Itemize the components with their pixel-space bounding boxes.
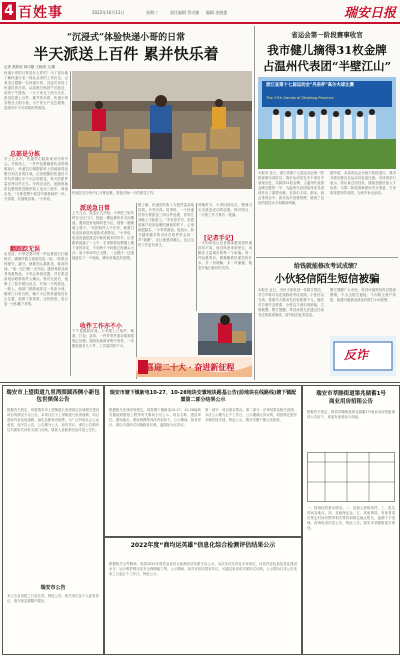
lead-sub4: 收件工作亦不小 xyxy=(80,323,123,330)
top-rule xyxy=(0,22,400,24)
sports-headline-2: 占温州代表团“半壁江山” xyxy=(262,59,392,73)
notice-center-title: 2022年度“商均运英雄”信息化综合检测评估结果公示 xyxy=(130,542,276,549)
sports-kicker: 省运会第一阶段赛事收官 xyxy=(291,31,363,39)
anti-fraud-graphic xyxy=(330,336,396,376)
masthead xyxy=(0,0,400,22)
lead-body-col3: 据了解，快递员的收入与派件量直接挂钩，多劳多得。旺季时，一个快递员每天要派送三四百件包裹，常常忙到晚上才能收工。“辛苦是辛苦，但看到客户收到包裹时满意的样子，心里就很踏实。”小李笑着说。他表示，如今越来越多的市民在收件时会说一声“谢谢”，这让他感到暖心，也让这份工作更有意义。 xyxy=(138,203,194,247)
issue-weekday: 星期三 xyxy=(146,10,158,15)
issue-date: 2022年10月12日 xyxy=(92,10,125,15)
notice-2-box: 瑞安市塘下镇新电10-27、10-28地块安置地块路基公告(前地块在线路线)塘下镇配置第二部分结果公示 根据相关法律法规规定，现将塘下镇新电10-27、10-28地块安置地块路基工程等有关事项予以公示。项目名称、建设单位、建设地点、建设规模等具体内容如下。公示期间，如有异议，请以书面形式向镇政府反映，逾期视为无异议。 第一部分：项目基本情况。第二部分：评审结果及相关说明。本次公示期为五个工作日，公示期满无异议的，将按规定程序办理后续手续。特此公示。瑞安市塘下镇人民政府。 xyxy=(104,385,302,537)
notice-1-box: 瑞安市上望街道九里湾围圆西侧小新包包世殡保公告 根据有关规定，现将瑞安市上望街道九里湾周边区域相关建设项目的情况予以公告。本项目位于上望街道九里湾西侧，项目建设内容包括道路、绿化及配套设施等。为广泛听取社会公众意见，现予以公告，公告期为七天。如有异议，请在公告期内以书面形式向有关部门反映。联系人及联系电话详见公告栏。 瑞安市公告 本公告自登报之日起生效，特此公告。相关单位及个人如有异议，请在规定期限内提出。 xyxy=(2,385,104,655)
sports-photo-subtitle: The 17th Games of Zhejiang Province xyxy=(266,96,334,100)
sms-kicker: 给钱就能修改考试成绩？ xyxy=(293,263,360,270)
lead-body-sort: 早上七点半，快递员们陆续来到分拣中心。分拣线上，一件件包裹顺着传送带缓缓前行，快递员们根据面单上的地址将包裹分到各自的区域。记者跟随的快递员小李负责城区多个小区的派送，每天的派件量在两百件左右。分拣完成后，他熟练地将包裹按派送顺序装上电动三轮车，准备出发。“分拣是整个派送中最基础的一环，分得准，后面就省事。”小李说。 xyxy=(4,157,68,201)
page-number: 4 xyxy=(2,2,16,20)
sports-photo-title: 浙江省第十七届运动会"丹泉杯"高尔夫球比赛 xyxy=(266,83,354,88)
lead-kicker: “沉浸式”体验快递小哥的日常 xyxy=(66,33,186,43)
sports-headline-1: 我市健儿摘得31枚金牌 xyxy=(267,43,387,57)
sms-body-2: 警方提醒广大市民，收到可疑短信时应提高警惕，不点击陌生链接，不向陌生账户转账，如遇可疑情况请及时拨打110报警。 xyxy=(330,288,396,302)
anti-fraud-label: 反诈 xyxy=(344,348,369,362)
sports-body-1: 本报讯 近日，浙江省第十七届运动会第一阶段赛事全部收官。我市运动员在多个项目中表现出色，共摘得31枚金牌，占温州代表团金牌总数的一半，为温州代表团取得优异成绩作出了重要贡献。在高尔夫球、游泳、射击等项目中，我市选手奋勇拼搏，展现了良好的竞技水平和精神风貌。 xyxy=(258,171,324,205)
sms-headline: 小伙轻信陌生短信被骗 xyxy=(274,273,380,285)
notice-center-box: 2022年度“商均运英雄”信息化综合检测评估结果公示 根据相关文件精神，现将2022年度信息化综合检测评估结果予以公示。本次评估共涉及多家单位，评估内容包括信息化建设水平、运行维护情况及安全保障能力等。公示期间，如对评估结果有异议，可通过电话或书面形式反映。公示期为自本公告发布之日起五个工作日。特此公示。 xyxy=(104,537,302,655)
lead-body-col4: 傍晚时分，小李回到站点，整理当天未派送成功的包裹，核对账目，一天的工作才算告一段落。 xyxy=(198,203,252,217)
notice-5-title: 瑞安市公告 xyxy=(40,585,66,591)
lead-sub3: 派送急日常 xyxy=(80,205,111,212)
lead-sub2: 翻跟踪无误 xyxy=(10,246,41,253)
lead-body-check: 出发前，小李还要对每一件包裹进行扫描核对，确保件数与系统信息一致。“如果出现错分、漏分，就要回头重新找，耽误时间。”他一边扫描一边介绍。遇到易碎品或者贵重物品，小李会单独放置，并在派送前电话联系收件人确认。核对无误后，他骑上三轮车驶出站点，开始一天的派送。一路上，他熟门熟路地穿过一条条小巷，哪家门口有台阶，哪个小区的快递柜在什么位置，他都了如指掌。这份熟悉，是日复一日积累下来的。 xyxy=(4,252,68,306)
commentary-title: [记者手记] xyxy=(204,235,234,242)
section-title: 百姓事 xyxy=(18,5,63,21)
notice-2-title: 瑞安市塘下镇新电10-27、10-28地块安置地块路基公告(前地块在线路线)塘下镇配置第二部分结果公示 xyxy=(109,390,297,403)
banner xyxy=(136,357,252,377)
banner-text: 喜迎二十大 · 奋进新征程 xyxy=(146,362,235,372)
notice-4-title: 瑞安市莘塍街道第兆储蓄1号 商业用房招租公告 xyxy=(316,391,386,405)
rental-table xyxy=(307,452,395,502)
lead-byline: 记者 蔡欣欣 林巧婕 王晓琪 文/图 xyxy=(4,65,56,69)
proof-editor: 编辑 金晓莲 xyxy=(206,10,228,15)
notice-4-box: 瑞安市莘塍街道第兆储蓄1号 商业用房招租公告 根据有关规定，现将莘塍街道第兆储蓄1号商业用房招租事项公告如下，欢迎有意者参与竞租。 一、招租标的基本情况。二、竞租人资格条件。三、报名时间及地点。四、竞租保证金。五、其他事项。有意者请在规定时间内携带相关材料到指定地点报名，逾期不予受理。咨询电话详见公告。特此公告。瑞安市莘塍街道办事处。 xyxy=(302,385,400,655)
lead-photo-caption: 快递员在分拣中心分拣包裹，准备开始一天的派送工作。 xyxy=(72,191,157,195)
sms-body-1: 本报讯 近日，市民小张收到一条陌生短信，对方声称可以花钱修改考试成绩。小张信以为真，按照对方要求先后转账数千元，随后对方便失去联系，小张这才意识到被骗，立即报警。警方提醒，考试成绩无法通过任何非正规渠道修改，请勿轻信此类信息。 xyxy=(258,288,324,317)
lead-body-delivery: 上午九点，派送正式开始。小李把三轮车停在小区门口，抱起一摞包裹快步走向楼道。遇到没有电梯的老小区，他要一趟趟爬上爬下。“有的收件人不在家，就要打电话协商放快递柜或者驿站。”小李说，电话沟通是派送中耗时最多的环节。记者跟着他跑了一上午，手里捧着包裹楼上楼下来回奔走，不到两个小时就已经满头大汗。而小李却早已习惯，一边擦汗一边继续赶往下一个地址，脚步丝毫没有放慢。 xyxy=(72,211,134,260)
responsible-editor: 责任编辑 蔡宗媚 xyxy=(170,10,200,15)
sports-photo xyxy=(258,77,396,169)
lead-headline: 半天派送上百件 累并快乐着 xyxy=(33,45,219,63)
courier-photo xyxy=(198,313,252,355)
lead-body-pickup: 下午是揽收时间。小李要上门取件、称重、打包、录单，一件件寄件需求都需要细心处理。遇到电商商家集中发货，一次揽收就有几十件，工作量同样不小。 xyxy=(72,329,134,348)
notice-1-title: 瑞安市上望街道九里湾围圆西侧小新包包世殡保公告 xyxy=(6,390,100,403)
lead-photo xyxy=(72,71,252,189)
lead-body-intro: 快递小哥的日常是什么样的？为了更好地了解快递行业一线从业者的工作状态，记者近日跟随一名快递小哥，沉浸式体验了快递员的日常。从清晨分拣到午后派送，再到下午揽收，一天下来走了两万多步，派送包裹上百件，累并快乐着。快递小哥穿梭在大街小巷，为千家万户送去便利，是城市中不可或缺的风景线。 xyxy=(4,71,68,110)
newspaper-logo: 瑞安日报 xyxy=(343,6,396,21)
commentary-body: 一天的体验让记者深深感受到快递员的不易。他们风里来雨里去，用脚步丈量城市的每一个角落。每一件包裹背后，都凝聚着快递员的汗水。多一份理解，多一声谢谢，就是对他们最好的支持。 xyxy=(198,241,252,270)
sports-body-2: 据介绍，本届省运会分两个阶段进行，我市共派出数百名运动员参加比赛。市体育部门表示，将认真总结经验，继续加强后备人才培养，为第二阶段赛事做好充分准备，力争取得更好的成绩，为家乡争光添彩。 xyxy=(330,171,396,195)
lead-sub1: 总部是分拣 xyxy=(10,151,41,158)
